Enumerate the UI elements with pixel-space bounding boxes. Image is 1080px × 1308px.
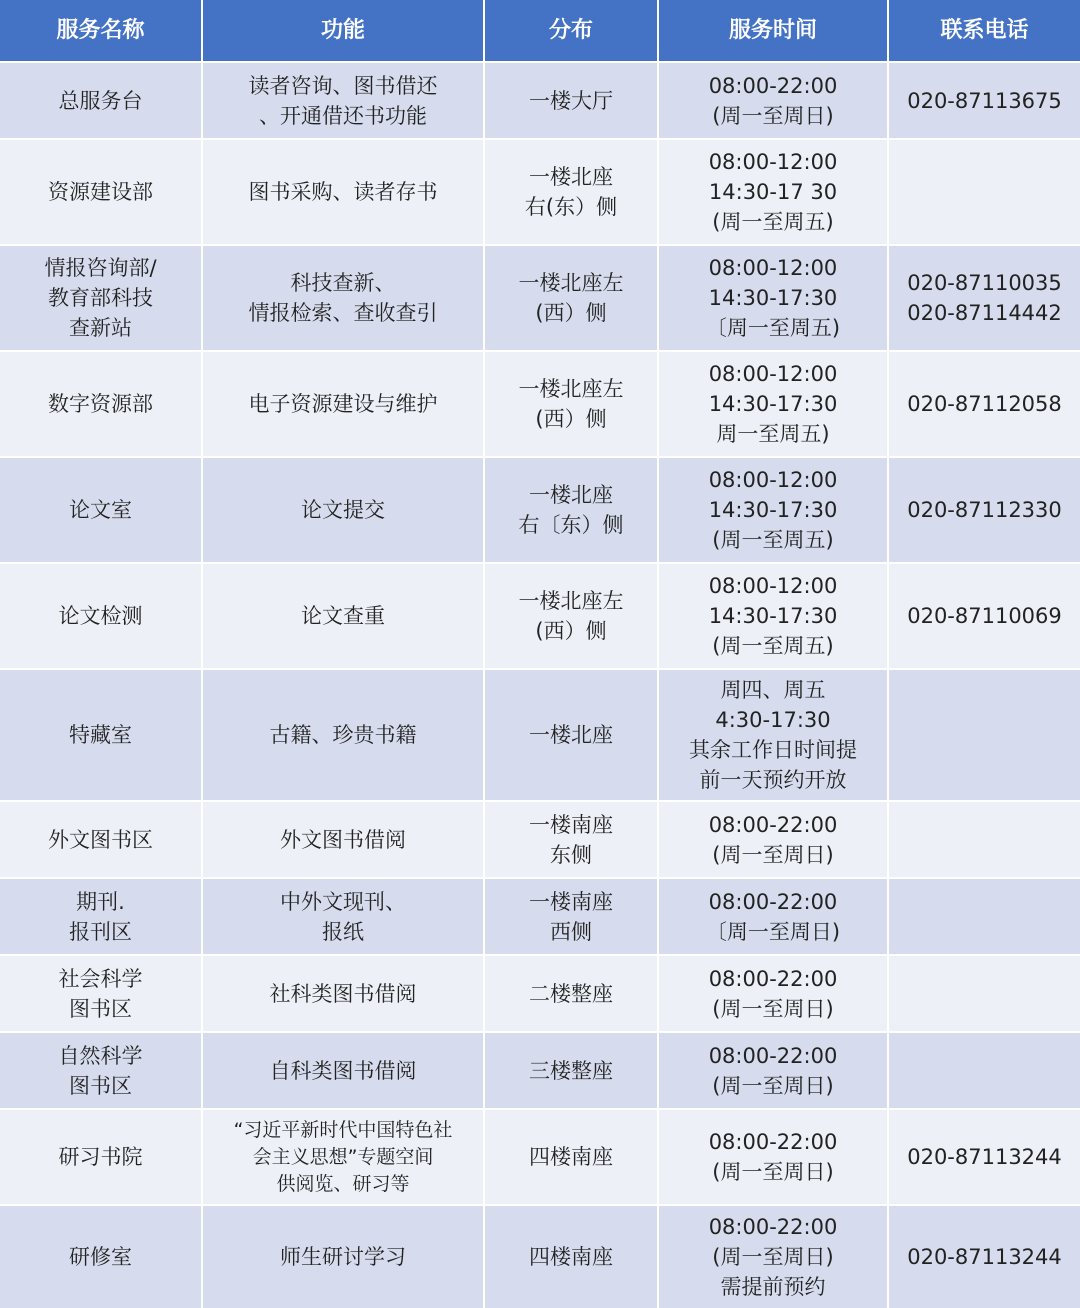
service-name: 资源建设部 [0,140,203,244]
service-name: 总服务台 [0,63,203,138]
service-function: 古籍、珍贵书籍 [203,670,485,800]
service-phone: 020-87112058 [889,352,1080,456]
service-name: 社会科学 图书区 [0,956,203,1031]
service-time: 08:00-22:00 (周一至周日) 需提前预约 [659,1206,889,1308]
service-time: 08:00-12:00 14:30-17:30 〔周一至周五) [659,246,889,350]
service-location: 一楼南座 东侧 [485,802,659,877]
service-function: 社科类图书借阅 [203,956,485,1031]
service-phone: 020-87112330 [889,458,1080,562]
service-name: 研习书院 [0,1110,203,1204]
service-location: 三楼整座 [485,1033,659,1108]
service-time: 周四、周五 4:30-17:30 其余工作日时间提 前一天预约开放 [659,670,889,800]
service-phone: 020-87110069 [889,564,1080,668]
service-phone [889,956,1080,1031]
service-function: “习近平新时代中国特色社 会主义思想”专题空间 供阅览、研习等 [203,1110,485,1204]
service-location: 一楼北座左 (西）侧 [485,246,659,350]
service-location: 一楼北座 右(东）侧 [485,140,659,244]
service-time: 08:00-22:00 (周一至周日) [659,956,889,1031]
header-location: 分布 [485,0,659,61]
service-function: 电子资源建设与维护 [203,352,485,456]
service-name: 数字资源部 [0,352,203,456]
service-time: 08:00-22:00 (周一至周日) [659,1110,889,1204]
service-phone [889,802,1080,877]
service-location: 一楼北座 右〔东）侧 [485,458,659,562]
service-time: 08:00-12:00 14:30-17 30 (周一至周五) [659,140,889,244]
service-time: 08:00-22:00 (周一至周日) [659,1033,889,1108]
service-phone [889,879,1080,954]
service-phone [889,670,1080,800]
service-time: 08:00-22:00 〔周一至周日) [659,879,889,954]
service-location: 一楼南座 西侧 [485,879,659,954]
service-phone [889,1033,1080,1108]
service-location: 四楼南座 [485,1110,659,1204]
service-phone: 020-87113675 [889,63,1080,138]
service-time: 08:00-12:00 14:30-17:30 (周一至周五) [659,458,889,562]
header-function: 功能 [203,0,485,61]
service-function: 论文提交 [203,458,485,562]
service-phone: 020-87110035 020-87114442 [889,246,1080,350]
service-location: 一楼北座左 (西）侧 [485,564,659,668]
service-function: 师生研讨学习 [203,1206,485,1308]
service-location: 一楼大厅 [485,63,659,138]
service-phone [889,140,1080,244]
service-location: 一楼北座 [485,670,659,800]
service-function: 读者咨询、图书借还 、开通借还书功能 [203,63,485,138]
header-phone: 联系电话 [889,0,1080,61]
service-location: 四楼南座 [485,1206,659,1308]
service-name: 研修室 [0,1206,203,1308]
service-location: 一楼北座左 (西）侧 [485,352,659,456]
service-function: 科技查新、 情报检索、查收查引 [203,246,485,350]
service-time: 08:00-12:00 14:30-17:30 周一至周五) [659,352,889,456]
service-name: 外文图书区 [0,802,203,877]
service-location: 二楼整座 [485,956,659,1031]
service-phone: 020-87113244 [889,1110,1080,1204]
header-service-name: 服务名称 [0,0,203,61]
service-phone: 020-87113244 [889,1206,1080,1308]
service-function: 论文查重 [203,564,485,668]
service-name: 特藏室 [0,670,203,800]
service-name: 自然科学 图书区 [0,1033,203,1108]
service-time: 08:00-22:00 (周一至周日) [659,63,889,138]
service-function: 外文图书借阅 [203,802,485,877]
service-name: 论文检测 [0,564,203,668]
service-name: 论文室 [0,458,203,562]
service-time: 08:00-12:00 14:30-17:30 (周一至周五) [659,564,889,668]
header-service-time: 服务时间 [659,0,889,61]
service-name: 情报咨询部/ 教育部科技 查新站 [0,246,203,350]
service-time: 08:00-22:00 (周一至周日) [659,802,889,877]
service-function: 自科类图书借阅 [203,1033,485,1108]
service-function: 中外文现刊、 报纸 [203,879,485,954]
service-name: 期刊. 报刊区 [0,879,203,954]
service-function: 图书采购、读者存书 [203,140,485,244]
